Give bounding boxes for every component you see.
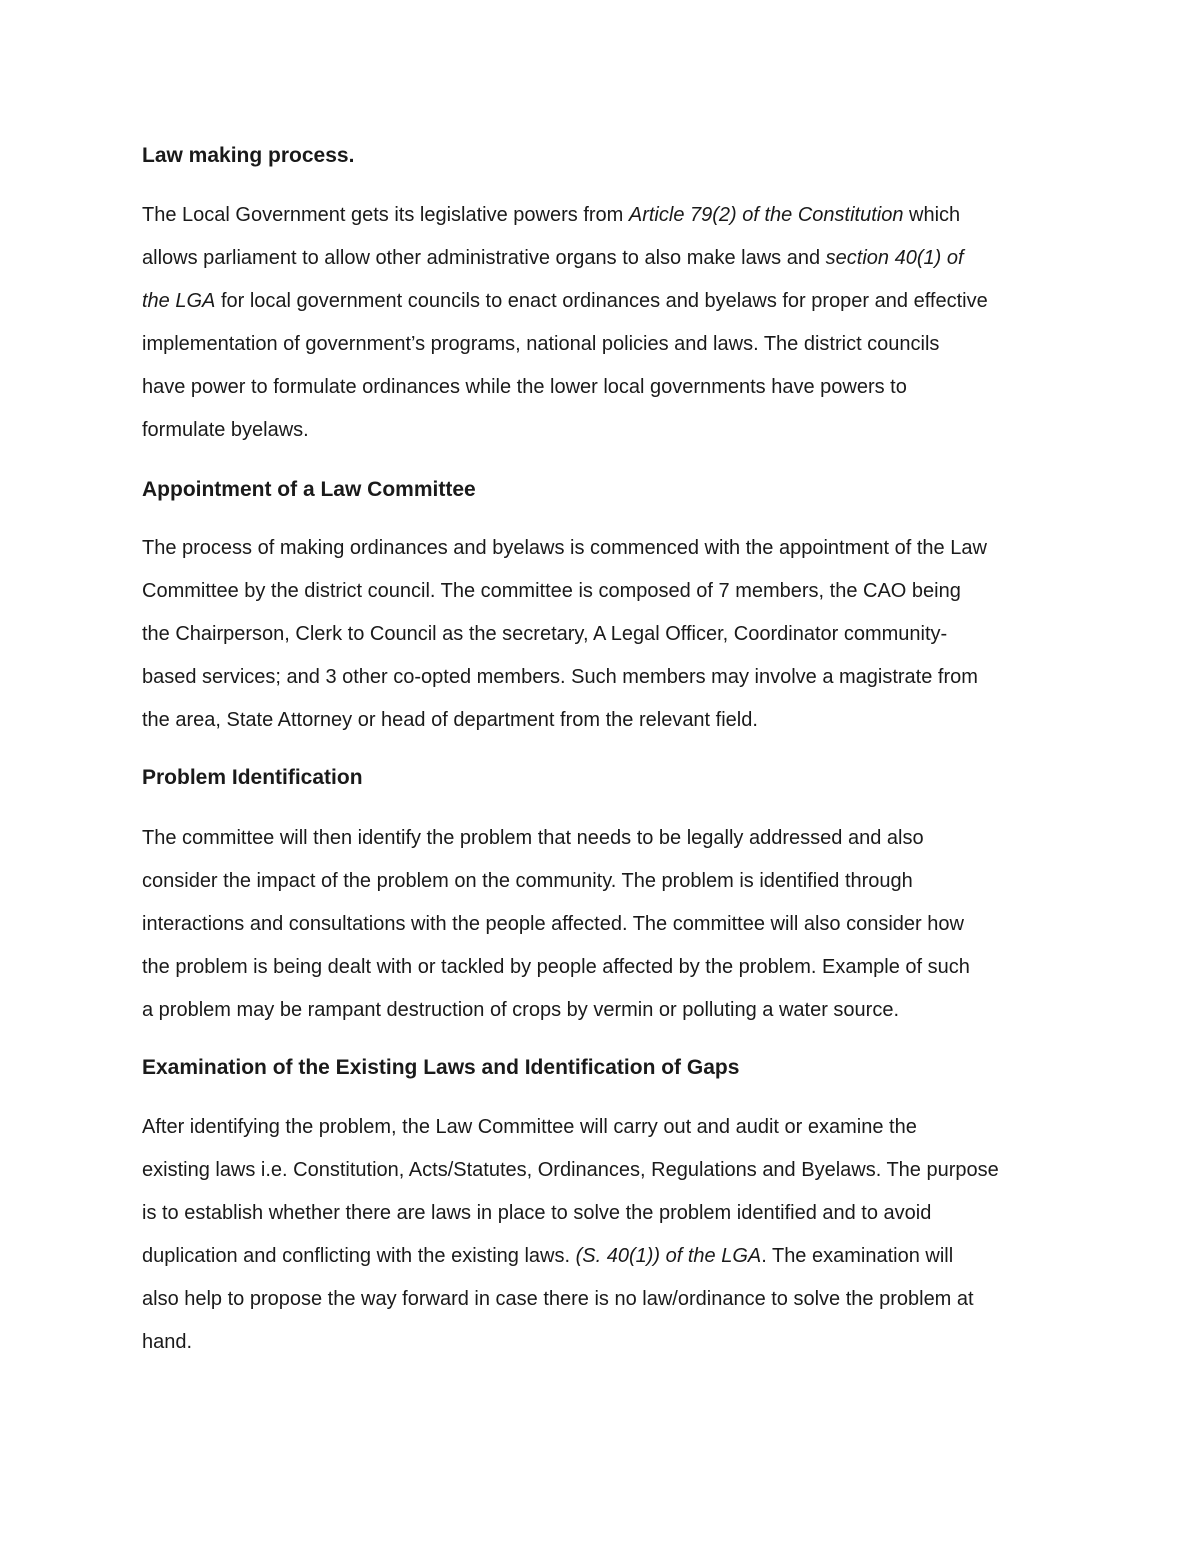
- text-line: [142, 1241, 1060, 1284]
- citation-section-40: section 40(1) of: [825, 247, 964, 269]
- text-run: for local government councils to enact ordinances and byelaws for proper and effective: [215, 290, 988, 312]
- document-title: Law making process.: [142, 144, 355, 167]
- text-line: the area, State Attorney or head of department from the relevant field.: [142, 709, 758, 731]
- text-run: duplication and conflicting with the existing laws.: [142, 1245, 576, 1267]
- text-run: allows parliament to allow other administrative organs to also make laws and: [142, 247, 826, 269]
- text-run: which: [903, 204, 961, 226]
- text-line: interactions and consultations with the people affected. The committee will also consider how: [142, 913, 964, 935]
- appointment-paragraph: [142, 533, 1060, 748]
- section-heading-examination: Examination of the Existing Laws and Identification of Gaps: [142, 1056, 740, 1079]
- text-line: [142, 286, 1060, 329]
- text-line: Committee by the district council. The committee is composed of 7 members, the CAO being: [142, 580, 961, 602]
- citation-lga: the LGA: [142, 290, 216, 312]
- problem-identification-paragraph: [142, 823, 1060, 1038]
- text-line: also help to propose the way forward in case there is no law/ordinance to solve the problem at: [142, 1288, 974, 1310]
- text-line: have power to formulate ordinances while the lower local governments have powers to: [142, 376, 907, 398]
- text-line: [142, 243, 1060, 286]
- text-run: . The examination will: [761, 1245, 954, 1267]
- text-line: existing laws i.e. Constitution, Acts/Statutes, Ordinances, Regulations and Byelaws. The purpose: [142, 1159, 999, 1181]
- text-line: a problem may be rampant destruction of crops by vermin or polluting a water source.: [142, 999, 900, 1021]
- text-line: the Chairperson, Clerk to Council as the secretary, A Legal Officer, Coordinator community-: [142, 623, 948, 645]
- text-line: formulate byelaws.: [142, 419, 309, 441]
- intro-paragraph: [142, 200, 1060, 458]
- text-line: is to establish whether there are laws in place to solve the problem identified and to avoid: [142, 1202, 932, 1224]
- examination-paragraph: [142, 1112, 1060, 1370]
- text-line: the problem is being dealt with or tackled by people affected by the problem. Example of such: [142, 956, 970, 978]
- text-line: The process of making ordinances and byelaws is commenced with the appointment of the Law: [142, 537, 987, 559]
- text-line: The committee will then identify the problem that needs to be legally addressed and also: [142, 827, 924, 849]
- section-heading-appointment: Appointment of a Law Committee: [142, 478, 476, 501]
- text-line: implementation of government’s programs, national policies and laws. The district councils: [142, 333, 940, 355]
- text-line: After identifying the problem, the Law Committee will carry out and audit or examine the: [142, 1116, 917, 1138]
- citation-article-79: Article 79(2) of the Constitution: [628, 204, 904, 226]
- text-line: based services; and 3 other co-opted members. Such members may involve a magistrate from: [142, 666, 978, 688]
- text-line: hand.: [142, 1331, 193, 1353]
- text-run: The Local Government gets its legislative powers from: [142, 204, 629, 226]
- text-line: [142, 200, 1060, 243]
- text-line: consider the impact of the problem on the community. The problem is identified through: [142, 870, 913, 892]
- citation-s-40-lga: (S. 40(1)) of the LGA: [575, 1245, 762, 1267]
- section-heading-problem-identification: Problem Identification: [142, 766, 363, 789]
